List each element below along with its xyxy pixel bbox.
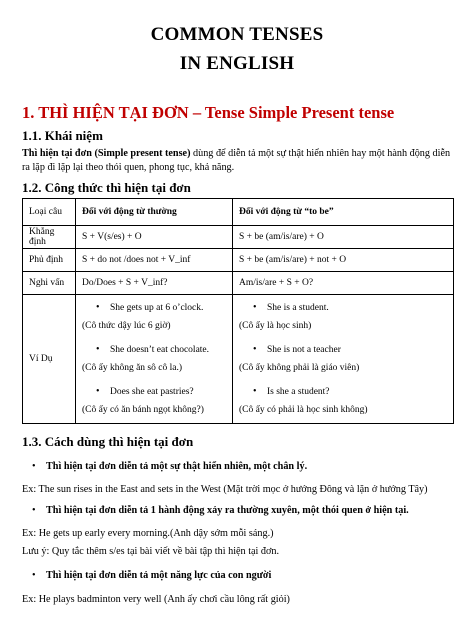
bullet-icon: • [253,386,257,397]
table-row [23,249,454,272]
bullet-icon: • [253,344,257,355]
usage-example-1: Ex: The sun rises in the East and sets in the West (Mặt trời mọc ở hướng Đông và lặn ở hướng Tây) [22,484,428,495]
row-affirmative-normal: S + V(s/es) + O [76,226,233,249]
example-sentence: She doesn’t eat chocolate. [110,345,210,355]
list-item [253,343,447,361]
row-affirmative-be: S + be (am/is/are) + O [233,226,454,249]
example-sentence: She gets up at 6 o’clock. [110,303,204,313]
list-item [96,385,226,403]
table-row-examples [23,295,454,424]
usage-example-3: Ex: He plays badminton very well (Anh ấy chơi cầu lông rất giỏi) [22,594,290,605]
usage-rule-2: Thì hiện tại đơn diễn tả 1 hành động xảy ra thường xuyên, một thói quen ở hiện tại. [46,505,409,516]
usage-example-2: Ex: He gets up early every morning.(Anh dậy sớm mỗi sáng.) [22,528,274,539]
bullet-icon: • [96,344,100,355]
example-translation: (Cô ấy có ăn bánh ngọt không?) [82,405,204,415]
bullet-icon: • [32,505,36,516]
list-item [96,301,226,319]
example-sentence: She is a student. [267,303,329,313]
row-affirmative-label: Khẳng định [23,226,76,249]
table-header-row [23,199,454,226]
row-question-label: Nghi vấn [23,272,76,295]
subheading-formula: 1.2. Công thức thì hiện tại đơn [22,180,191,195]
document-title-line-2: IN ENGLISH [179,53,295,74]
definition-paragraph [22,147,454,175]
bullet-icon: • [96,302,100,313]
example-translation: (Cô ấy không phải là giáo viên) [239,363,360,373]
list-item [253,301,447,319]
row-example-label: Ví Dụ [23,295,76,424]
example-translation: (Cô thức dậy lúc 6 giờ) [82,321,171,331]
examples-normal-cell [76,295,233,424]
bullet-icon: • [96,386,100,397]
header-sentence-type: Loại câu [23,199,76,226]
list-item [96,343,226,361]
usage-rule-3: Thì hiện tại đơn diễn tả một năng lực của con người [46,570,272,581]
definition-term: Thì hiện tại đơn (Simple present tense) [22,148,191,159]
row-question-normal: Do/Does + S + V_inf? [76,272,233,295]
example-translation: (Cô ấy có phải là học sinh không) [239,405,368,415]
usage-note: Lưu ý: Quy tắc thêm s/es tại bài viết về bài tập thì hiện tại đơn. [22,546,280,557]
list-item [32,570,271,581]
section-heading: 1. THÌ HIỆN TẠI ĐƠN – Tense Simple Present tense [22,103,395,122]
row-negative-normal: S + do not /does not + V_inf [76,249,233,272]
bullet-icon: • [253,302,257,313]
subheading-definition: 1.1. Khái niệm [22,128,103,143]
row-negative-be: S + be (am/is/are) + not + O [233,249,454,272]
formula-table [22,198,454,424]
bullet-icon: • [32,570,36,581]
definition-text: dùng để diễn tả một sự thật hiển nhiên hay một hành động diễn ra lặp đi lặp lại theo thói quen, phong tục, khả năng. [22,148,451,173]
row-negative-label: Phủ định [23,249,76,272]
examples-be-cell [233,295,454,424]
example-sentence: She is not a teacher [267,345,341,355]
header-normal-verb: Đối với động từ thường [76,199,233,226]
list-item [32,461,307,472]
usage-rule-1: Thì hiện tại đơn diễn tả một sự thật hiển nhiên, một chân lý. [46,461,308,472]
document-title-line-1: COMMON TENSES [150,24,324,45]
example-sentence: Does she eat pastries? [110,387,194,397]
subheading-usage: 1.3. Cách dùng thì hiện tại đơn [22,434,194,449]
table-row [23,226,454,249]
bullet-icon: • [32,461,36,472]
table-row [23,272,454,295]
row-question-be: Am/is/are + S + O? [233,272,454,295]
example-translation: (Cô ấy không ăn sô cô la.) [82,363,182,373]
example-translation: (Cô ấy là học sinh) [239,321,312,331]
list-item [32,505,409,516]
header-to-be: Đối với động từ “to be” [233,199,454,226]
example-sentence: Is she a student? [267,387,330,397]
list-item [253,385,447,403]
